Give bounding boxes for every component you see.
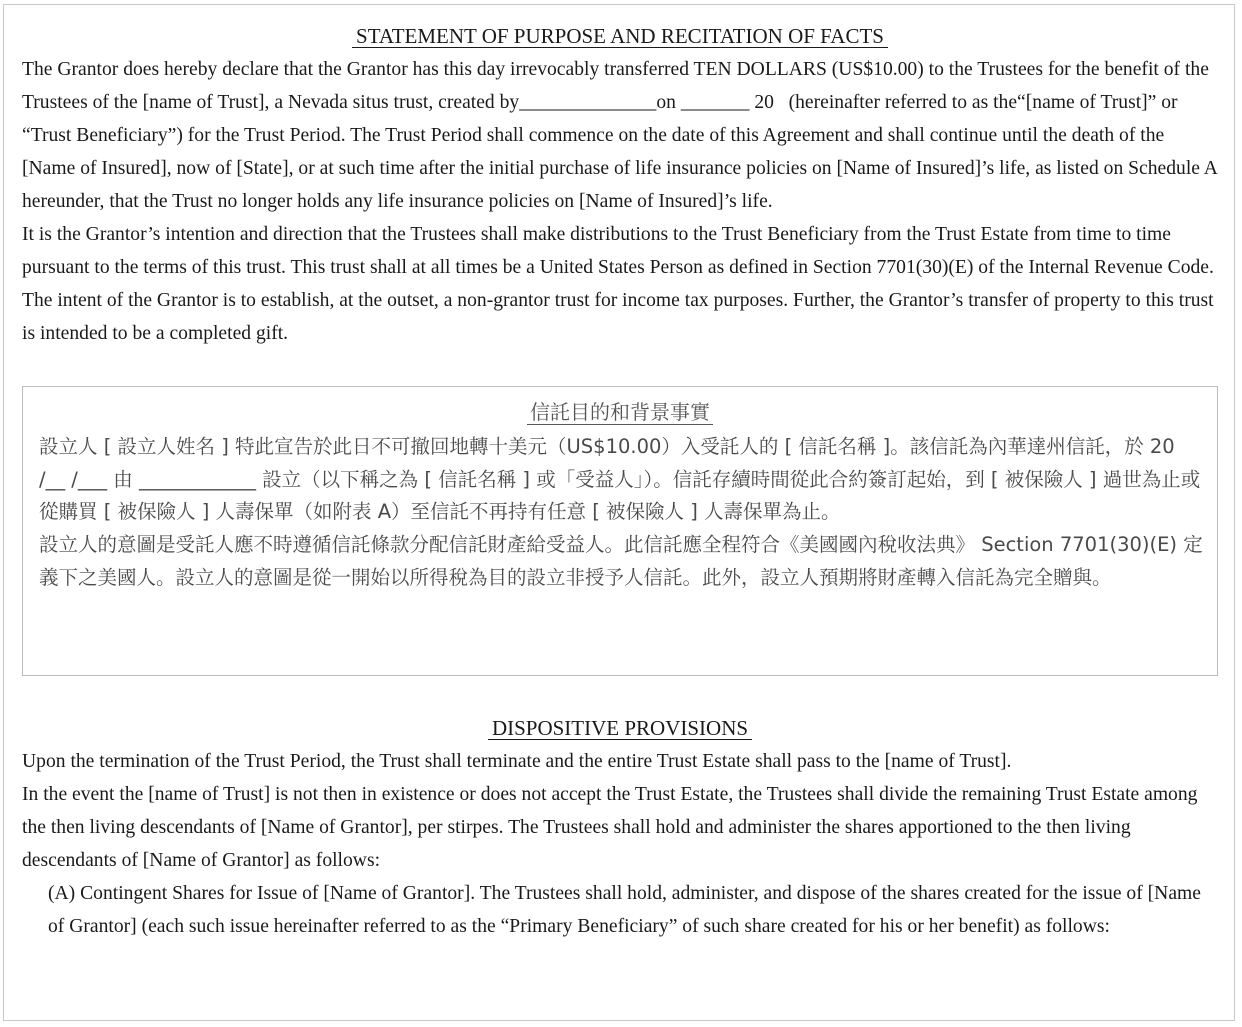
chinese-section-body — [39, 431, 1205, 595]
dispositive-paragraph-1: Upon the termination of the Trust Period, the Trust shall terminate and the entire Trust Estate shall pass to the [name of Trust]. — [22, 751, 1012, 772]
dispositive-title-text: DISPOSITIVE PROVISIONS — [488, 717, 752, 740]
purpose-section-body — [22, 53, 1218, 350]
purpose-section-title — [4, 23, 1236, 49]
chinese-title-text: 信託目的和背景事實 — [527, 400, 713, 425]
chinese-section-title — [23, 399, 1217, 425]
dispositive-section-title — [4, 715, 1236, 741]
dispositive-section-body — [22, 745, 1218, 943]
purpose-paragraph-2: It is the Grantor’s intention and direction that the Trustees shall make distributions to the Trust Beneficiary from the Trust Estate from time to time pursuant to the terms of this trust. This trust shall at all times be a United States Person as defined in Section 7701(30)(E) of the Internal Revenue Code. The intent of the Grantor is to establish, at the outset, a non-grantor trust for income tax purposes. Further, the Grantor’s transfer of property to this trust is intended to be a completed gift. — [22, 224, 1214, 344]
document-page — [3, 4, 1235, 1021]
chinese-paragraph-2: 設立人的意圖是受託人應不時遵循信託條款分配信託財產給受益人。此信託應全程符合《美國國內稅收法典》 Section 7701(30)(E) 定義下之美國人。設立人的意圖是從一開始以所得稅為目的設立非授予人信託。此外，設立人預期將財產轉入信託為完全贈與。 — [39, 533, 1203, 589]
chinese-translation-box — [22, 386, 1218, 676]
purpose-paragraph-1: The Grantor does hereby declare that the Grantor has this day irrevocably transferred TEN DOLLARS (US$10.00) to the Trustees for the benefit of the Trustees of the [name of Trust], a Nevada situs trust, created by______________on _______ 20 (hereinafter referred to as the“[name of Trust]” or “Trust Beneficiary”) for the Trust Period. The Trust Period shall commence on the date of this Agreement and shall continue until the death of the [Name of Insured], now of [State], or at such time after the initial purchase of life insurance policies on [Name of Insured]’s life, as listed on Schedule A hereunder, that the Trust no longer holds any life insurance policies on [Name of Insured]’s life. — [22, 59, 1217, 212]
dispositive-paragraph-2: In the event the [name of Trust] is not then in existence or does not accept the Trust Estate, the Trustees shall divide the remaining Trust Estate among the then living descendants of [Name of Grantor], per stirpes. The Trustees shall hold and administer the shares apportioned to the then living descendants of [Name of Grantor] as follows: — [22, 784, 1198, 871]
dispositive-paragraph-3: (A) Contingent Shares for Issue of [Name of Grantor]. The Trustees shall hold, administer, and dispose of the shares created for the issue of [Name of Grantor] (each such issue hereinafter referred to as the “Primary Beneficiary” of such share created for his or her benefit) as follows: — [48, 883, 1201, 937]
purpose-title-text: STATEMENT OF PURPOSE AND RECITATION OF FACTS — [352, 25, 888, 48]
chinese-paragraph-1: 設立人 [ 設立人姓名 ] 特此宣告於此日不可撤回地轉十美元（US$10.00）入受託人的 [ 信託名稱 ]。該信託為內華達州信託，於 20 /__ /___ 由 ____________ 設立（以下稱之為 [ 信託名稱 ] 或「受益人」）。信託存續時間從此合約簽訂起始，到 [ 被保險人 ] 過世為止或從購買 [ 被保險人 ] 人壽保單（如附表 A）至信託不再持有任意 [ 被保險人 ] 人壽保單為止。 — [39, 435, 1201, 524]
